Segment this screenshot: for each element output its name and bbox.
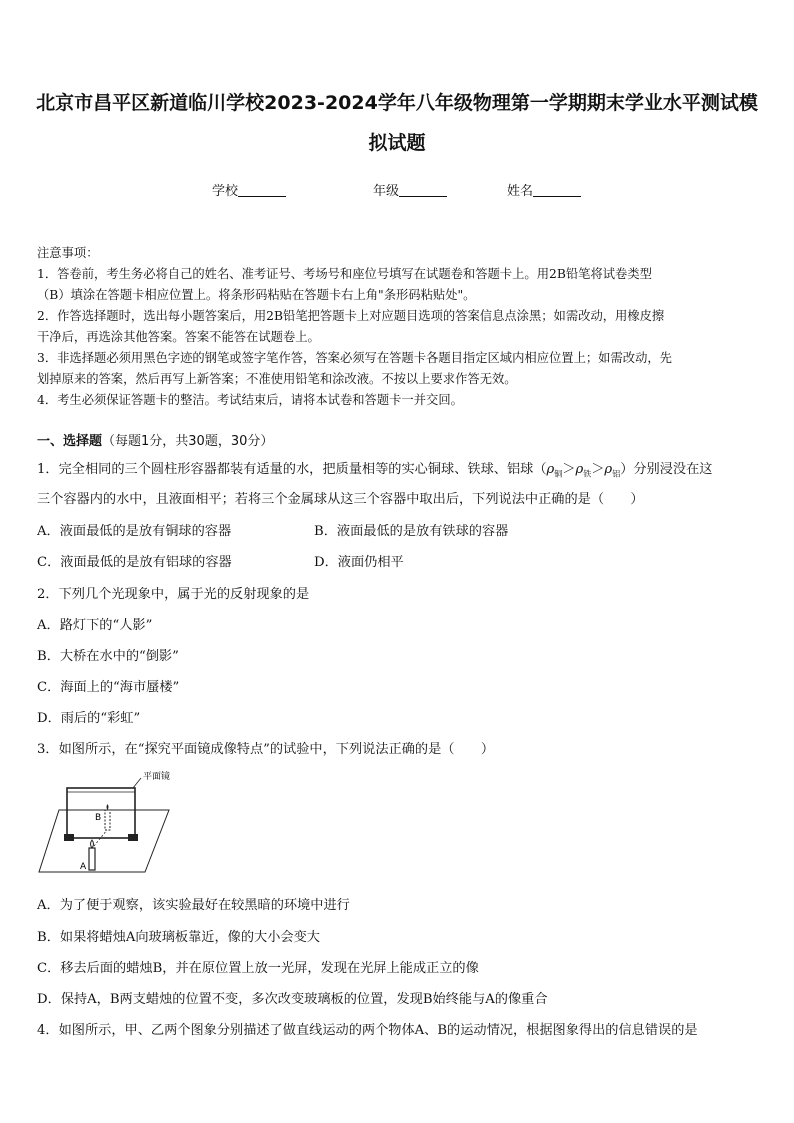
notes-item: 1．答卷前，考生务必将自己的姓名、准考证号、考场号和座位号填写在试题卷和答题卡上。用2B铅笔将试卷类型: [37, 267, 652, 281]
exam-title-line1: 北京市昌平区新道临川学校2023-2024学年八年级物理第一学期期末学业水平测试模: [36, 92, 758, 114]
glass-stand-right: [128, 834, 138, 841]
q3-option-d[interactable]: D．保持A，B两支蜡烛的位置不变，多次改变玻璃板的位置，发现B始终能与A的像重合: [37, 992, 548, 1007]
grade-field[interactable]: [373, 180, 447, 199]
label-b: B: [95, 813, 102, 823]
q3-option-c[interactable]: C．移去后面的蜡烛B，并在原位置上放一光屏，发现在光屏上能成正立的像: [37, 961, 479, 976]
q2-option-b[interactable]: B．大桥在水中的“倒影”: [37, 649, 179, 664]
candle-b: [105, 810, 110, 830]
label-a: A: [80, 862, 87, 872]
name-field[interactable]: [507, 180, 581, 199]
q1-option-a[interactable]: A．液面最低的是放有铜球的容器: [37, 524, 232, 539]
name-label: 姓名: [507, 184, 534, 199]
q1-stem-text: 1．完全相同的三个圆柱形容器都装有适量的水，把质量相等的实心铜球、铁球、铝球（: [37, 462, 547, 477]
q2-option-d[interactable]: D．雨后的“彩虹”: [37, 711, 141, 726]
mirror-label: 平面镜: [143, 772, 171, 782]
rho-symbol: ρ: [575, 462, 584, 477]
school-blank[interactable]: [238, 183, 286, 197]
grade-label: 年级: [373, 184, 400, 199]
q3-option-a[interactable]: A．为了便于观察，该实验最好在较黑暗的环境中进行: [37, 898, 350, 913]
school-field[interactable]: [212, 180, 286, 199]
notes-item: 2．作答选择题时，选出每小题答案后，用2B铅笔把答题卡上对应题目选项的答案信息点涂黑；如需改动，用橡皮擦: [37, 309, 665, 323]
notes-heading: 注意事项：: [37, 246, 99, 260]
rho-symbol: ρ: [546, 462, 555, 477]
q4-stem: 4．如图所示，甲、乙两个图象分别描述了做直线运动的两个物体A、B的运动情况，根据图象得出的信息错误的是: [37, 1023, 698, 1038]
mirror-label-pointer: [133, 778, 141, 788]
notes-item: （B）填涂在答题卡相应位置上。将条形码粘贴在答题卡右上角"条形码粘贴处"。: [37, 288, 476, 302]
rho-sub-fe: 铁: [583, 469, 592, 479]
candle-b-flame-icon: [107, 804, 109, 810]
gt-symbol: ＞: [591, 462, 605, 477]
gt-symbol: ＞: [562, 462, 576, 477]
glass-stand-left: [64, 834, 74, 841]
section-title: 一、选择题: [37, 434, 103, 449]
notes-item: 干净后，再选涂其他答案。答案不能答在试题卷上。: [37, 330, 320, 344]
exam-title-line2: 拟试题: [368, 132, 426, 154]
plane-mirror-figure: [37, 770, 177, 880]
rho-sub-al: 铝: [612, 469, 621, 479]
candle-a-flame-icon: [91, 840, 94, 848]
section-detail: （每题1分，共30题，30分）: [102, 434, 274, 449]
plane-mirror-diagram: [37, 770, 177, 880]
notes-item: 划掉原来的答案，然后再写上新答案；不准使用铅笔和涂改液。不按以上要求作答无效。: [37, 372, 517, 386]
q1-option-d[interactable]: D．液面仍相平: [314, 555, 404, 570]
notes-item: 3．非选择题必须用黑色字迹的钢笔或签字笔作答，答案必须写在答题卡各题目指定区域内相应位置上；如需改动，先: [37, 351, 672, 365]
q1-stem-line1: [37, 458, 713, 480]
q2-option-c[interactable]: C．海面上的“海市蜃楼”: [37, 680, 180, 695]
exam-notes: [37, 243, 759, 411]
grade-blank[interactable]: [399, 183, 447, 197]
section-heading: [37, 430, 273, 449]
school-label: 学校: [212, 184, 239, 199]
q2-stem: 2．下列几个光现象中，属于光的反射现象的是: [37, 587, 310, 602]
rho-sub-cu: 铜: [554, 469, 563, 479]
q3-option-b[interactable]: B．如果将蜡烛A向玻璃板靠近，像的大小会变大: [37, 930, 320, 945]
candle-a: [89, 848, 95, 870]
q3-stem: 3．如图所示，在“探究平面镜成像特点”的试验中，下列说法正确的是（ ）: [37, 742, 495, 757]
rho-symbol: ρ: [604, 462, 613, 477]
q1-option-b[interactable]: B．液面最低的是放有铁球的容器: [314, 524, 509, 539]
q1-stem-text-end: ）分别浸没在这: [620, 462, 713, 477]
table-surface: [39, 810, 169, 872]
q2-option-a[interactable]: A．路灯下的“人影”: [37, 618, 153, 633]
notes-item: 4．考生必须保证答题卡的整洁。考试结束后，请将本试卷和答题卡一并交回。: [37, 393, 463, 407]
q1-stem-line2: 三个容器内的水中，且液面相平；若将三个金属球从这三个容器中取出后，下列说法中正确的是（ ）: [37, 492, 644, 507]
name-blank[interactable]: [533, 183, 581, 197]
q1-option-c[interactable]: C．液面最低的是放有铝球的容器: [37, 555, 232, 570]
